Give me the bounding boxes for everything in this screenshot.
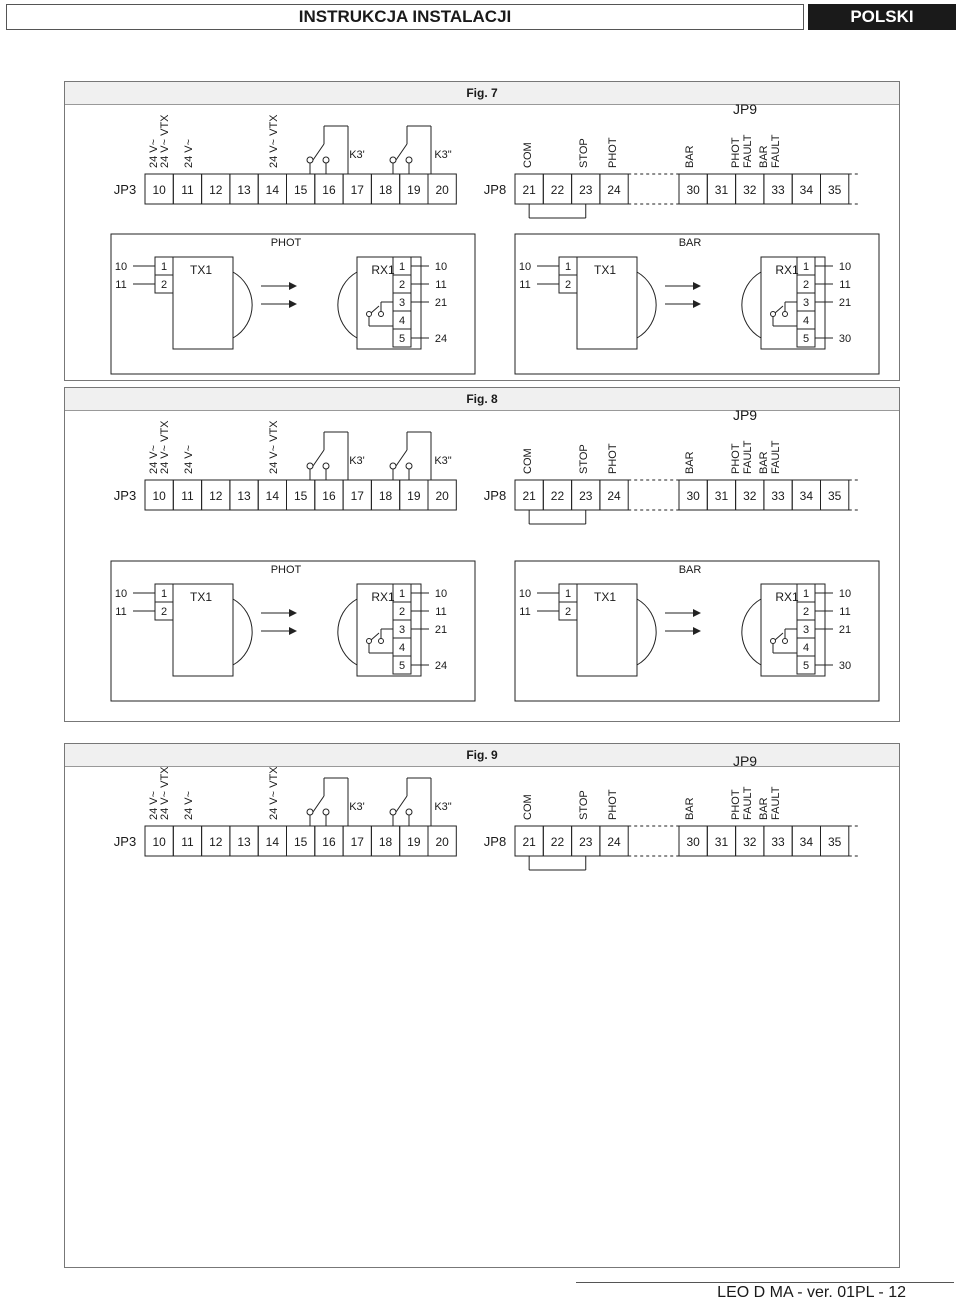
k3b-label: K3" [434, 801, 452, 813]
k3b-contact [390, 809, 396, 815]
jp3-terminal-number: 20 [435, 183, 449, 197]
tx1-label: TX1 [593, 590, 617, 604]
tx-input-terminal: 11 [115, 606, 127, 618]
figure-title: Fig. 7 [65, 82, 899, 105]
label-24v-vtx: 24 V~ VTX [159, 114, 171, 168]
rx-output-terminal: 21 [434, 624, 448, 636]
jp3-terminal-number: 14 [265, 489, 280, 503]
label-24v: 24 V~ [183, 444, 195, 474]
jp9-terminal-number: 34 [799, 835, 814, 849]
rx-pin-number: 1 [398, 588, 406, 600]
tx-pin-number: 1 [564, 588, 572, 600]
jp3-terminal-number: 12 [209, 183, 223, 197]
beam-arrow-head [693, 282, 701, 290]
rx-pin-number: 4 [802, 315, 810, 327]
k3a-contact [307, 463, 313, 469]
rx-output-terminal: 30 [838, 333, 852, 345]
k3b-contact [406, 157, 412, 163]
jp9-label: JP9 [732, 753, 758, 769]
label-24v: 24 V~ [183, 790, 195, 820]
jp8-label: JP8 [483, 182, 507, 197]
k3b-contact [390, 157, 396, 163]
label-bar: BAR [684, 797, 696, 820]
rx-output-terminal: 21 [434, 297, 448, 309]
beam-arrow-head [693, 609, 701, 617]
jp9-terminal-number: 31 [714, 835, 729, 849]
rx-pin-number: 2 [802, 606, 810, 618]
rx-output-terminal: 30 [838, 660, 852, 672]
tx-pin-number: 1 [564, 261, 572, 273]
jp9-terminal-number: 33 [771, 489, 785, 503]
rx1-label: RX1 [371, 590, 395, 604]
jp9-terminal-number: 32 [743, 835, 757, 849]
rx-output-terminal: 11 [435, 279, 447, 291]
jp3-terminal-number: 14 [265, 835, 280, 849]
k3b-blade [396, 450, 407, 466]
jp9-terminal-number: 32 [743, 489, 757, 503]
label-bar: BAR [684, 145, 696, 168]
jp9-label: JP9 [732, 407, 758, 423]
jp9-terminal-number: 31 [714, 183, 729, 197]
label-24v-vtx: 24 V~ VTX [268, 114, 280, 168]
rx-pin-number: 1 [398, 261, 406, 273]
label-stop: STOP [578, 138, 590, 168]
rx-pin-number: 5 [802, 660, 810, 672]
label-bar-fault: FAULT [770, 786, 782, 820]
rx-pin-number: 3 [398, 297, 406, 309]
rx-pin-number: 2 [802, 279, 810, 291]
jp9-terminal-number: 35 [827, 489, 842, 503]
k3a-blade [313, 144, 324, 160]
rx-output-terminal: 21 [838, 297, 852, 309]
jp3-label: JP3 [113, 834, 137, 849]
jp9-terminal-number: 33 [771, 835, 785, 849]
beam-arrow-head [693, 300, 701, 308]
jp3-terminal-number: 15 [293, 835, 308, 849]
rx-contact [783, 312, 788, 317]
panel-title: BAR [678, 237, 702, 249]
rx-output-terminal: 10 [434, 261, 448, 273]
tx1-lens [233, 272, 252, 338]
jp3-terminal-number: 17 [350, 489, 364, 503]
rx-output-terminal: 10 [434, 588, 448, 600]
label-phot-fault: FAULT [742, 786, 754, 820]
rx-pin-number: 5 [802, 333, 810, 345]
label-24v-vtx: 24 V~ VTX [159, 766, 171, 820]
jp3-terminal-number: 19 [407, 835, 421, 849]
jp3-terminal-number: 16 [322, 489, 336, 503]
k3a-contact [323, 157, 329, 163]
tx-pin-number: 2 [564, 606, 572, 618]
figure-9-diagram [65, 744, 901, 1269]
jp8-terminal-number: 23 [579, 489, 593, 503]
k3a-blade [313, 450, 324, 466]
jp3-terminal-number: 16 [322, 835, 336, 849]
rx-contact [379, 312, 384, 317]
rx-output-terminal: 10 [838, 261, 852, 273]
label-stop: STOP [578, 444, 590, 474]
jp3-terminal-number: 18 [378, 183, 393, 197]
rx-contact [379, 639, 384, 644]
label-phot-fault: FAULT [742, 440, 754, 474]
rx-pin-number: 2 [398, 279, 406, 291]
rx1-label: RX1 [775, 590, 799, 604]
panel-title: BAR [678, 564, 702, 576]
jp9-terminal-number: 30 [686, 835, 700, 849]
rx1-lens [742, 272, 761, 338]
label-bar-fault: BAR [758, 797, 770, 820]
tx-input-terminal: 10 [114, 261, 128, 273]
jp3-terminal-number: 15 [293, 183, 308, 197]
label-phot-fault: FAULT [742, 134, 754, 168]
jp3-terminal-number: 11 [181, 489, 194, 503]
rx-pin-number: 5 [398, 333, 406, 345]
k3a-label: K3' [349, 801, 365, 813]
jp9-label: JP9 [732, 101, 758, 117]
tx-pin-number: 2 [564, 279, 572, 291]
jp3-label: JP3 [113, 488, 137, 503]
tx1-lens [637, 599, 656, 665]
beam-arrow-head [289, 609, 297, 617]
rx-contact [783, 639, 788, 644]
jp8-terminal-number: 24 [607, 835, 621, 849]
rx-pin-number: 4 [398, 315, 406, 327]
rx-contact [771, 312, 776, 317]
tx1-lens [233, 599, 252, 665]
jp8-terminal-number: 23 [579, 835, 593, 849]
k3a-contact [307, 809, 313, 815]
jp8-terminal-number: 22 [550, 489, 565, 503]
label-phot-fault: PHOT [730, 789, 742, 820]
language-badge: POLSKI [808, 4, 956, 30]
jp9-terminal-number: 31 [714, 489, 729, 503]
jp3-terminal-number: 17 [350, 835, 364, 849]
jp3-terminal-number: 10 [152, 835, 166, 849]
figure-8 [64, 387, 900, 722]
panel-title: PHOT [270, 564, 302, 576]
label-24v: 24 V~ [148, 138, 160, 168]
rx1-lens [338, 599, 357, 665]
rx-pin-number: 2 [398, 606, 406, 618]
jp3-label: JP3 [113, 182, 137, 197]
rx-pin-number: 4 [802, 642, 810, 654]
label-phot-fault: PHOT [730, 137, 742, 168]
jp9-terminal-number: 32 [743, 183, 757, 197]
jp3-terminal-number: 13 [237, 489, 251, 503]
jp8-terminal-number: 21 [522, 835, 536, 849]
jp3-terminal-number: 17 [350, 183, 364, 197]
tx-pin-number: 1 [160, 261, 168, 273]
jp3-terminal-number: 10 [152, 183, 166, 197]
rx-output-terminal: 10 [838, 588, 852, 600]
k3b-contact [390, 463, 396, 469]
label-bar-fault: FAULT [770, 440, 782, 474]
jp9-terminal-number: 33 [771, 183, 785, 197]
jp8-terminal-number: 22 [550, 835, 565, 849]
k3b-blade [396, 144, 407, 160]
k3a-label: K3' [349, 455, 365, 467]
jp8-label: JP8 [483, 834, 507, 849]
panel-title: PHOT [270, 237, 302, 249]
rx-pin-number: 4 [398, 642, 406, 654]
rx-output-terminal: 24 [434, 660, 448, 672]
rx-pin-number: 3 [802, 624, 810, 636]
rx1-label: RX1 [371, 263, 395, 277]
jp3-terminal-number: 18 [378, 835, 393, 849]
label-24v-vtx: 24 V~ VTX [159, 420, 171, 474]
jp8-terminal-number: 21 [522, 183, 536, 197]
rx-output-terminal: 24 [434, 333, 448, 345]
k3b-blade [396, 796, 407, 812]
figure-8-diagram [65, 388, 901, 723]
jp3-terminal-number: 13 [237, 183, 251, 197]
label-bar-fault: BAR [758, 145, 770, 168]
jp3-terminal-number: 12 [209, 835, 223, 849]
tx1-label: TX1 [189, 263, 213, 277]
rx-output-terminal: 11 [839, 606, 851, 618]
beam-arrow-head [693, 627, 701, 635]
jp9-terminal-number: 30 [686, 489, 700, 503]
k3a-contact [323, 809, 329, 815]
beam-arrow-head [289, 282, 297, 290]
jp9-terminal-number: 35 [827, 835, 842, 849]
jp9-terminal-number: 34 [799, 489, 814, 503]
figure-title: Fig. 8 [65, 388, 899, 411]
jp8-terminal-number: 24 [607, 183, 621, 197]
label-stop: STOP [578, 790, 590, 820]
label-24v-vtx: 24 V~ VTX [268, 766, 280, 820]
k3b-contact [406, 463, 412, 469]
k3a-blade [313, 796, 324, 812]
jp8-terminal-number: 21 [522, 489, 536, 503]
tx1-label: TX1 [593, 263, 617, 277]
tx-pin-number: 2 [160, 279, 168, 291]
figure-7 [64, 81, 900, 381]
rx-output-terminal: 21 [838, 624, 852, 636]
label-bar-fault: FAULT [770, 134, 782, 168]
jp3-terminal-number: 20 [435, 489, 449, 503]
label-phot: PHOT [607, 789, 619, 820]
rx-contact-blade [775, 306, 783, 313]
label-24v: 24 V~ [148, 444, 160, 474]
beam-arrow-head [289, 300, 297, 308]
label-phot-fault: PHOT [730, 443, 742, 474]
label-com: COM [522, 448, 534, 474]
rx-pin-number: 1 [802, 261, 810, 273]
jp3-terminal-number: 18 [378, 489, 393, 503]
label-phot: PHOT [607, 137, 619, 168]
jp3-terminal-number: 20 [435, 835, 449, 849]
tx1-label: TX1 [189, 590, 213, 604]
k3b-contact [406, 809, 412, 815]
footer-version: LEO D MA - ver. 01PL - 12 [717, 1284, 906, 1301]
label-24v: 24 V~ [148, 790, 160, 820]
k3a-label: K3' [349, 149, 365, 161]
tx-input-terminal: 10 [114, 588, 128, 600]
tx-input-terminal: 11 [115, 279, 127, 291]
tx-input-terminal: 10 [518, 261, 532, 273]
rx-pin-number: 3 [802, 297, 810, 309]
jp3-terminal-number: 15 [293, 489, 308, 503]
jp3-terminal-number: 12 [209, 489, 223, 503]
tx-pin-number: 2 [160, 606, 168, 618]
jp8-terminal-number: 23 [579, 183, 593, 197]
jp9-terminal-number: 30 [686, 183, 700, 197]
label-24v: 24 V~ [183, 138, 195, 168]
jp3-terminal-number: 19 [407, 183, 421, 197]
footer-rule [576, 1282, 954, 1283]
k3b-label: K3" [434, 455, 452, 467]
jp3-terminal-number: 10 [152, 489, 166, 503]
tx-input-terminal: 10 [518, 588, 532, 600]
figure-7-diagram [65, 82, 901, 382]
label-com: COM [522, 794, 534, 820]
rx1-lens [338, 272, 357, 338]
figure-title: Fig. 9 [65, 744, 899, 767]
rx-pin-number: 1 [802, 588, 810, 600]
rx-contact [367, 639, 372, 644]
jp3-terminal-number: 14 [265, 183, 280, 197]
tx-pin-number: 1 [160, 588, 168, 600]
jp3-terminal-number: 13 [237, 835, 251, 849]
rx-pin-number: 3 [398, 624, 406, 636]
k3a-contact [307, 157, 313, 163]
label-phot: PHOT [607, 443, 619, 474]
jp3-terminal-number: 11 [181, 835, 194, 849]
beam-arrow-head [289, 627, 297, 635]
rx-contact-blade [371, 633, 379, 640]
k3b-label: K3" [434, 149, 452, 161]
tx-input-terminal: 11 [519, 279, 531, 291]
figure-9 [64, 743, 900, 1268]
jp9-terminal-number: 34 [799, 183, 814, 197]
rx1-lens [742, 599, 761, 665]
rx-output-terminal: 11 [839, 279, 851, 291]
k3a-contact [323, 463, 329, 469]
page-header-title: INSTRUKCJA INSTALACJI [6, 4, 804, 30]
tx1-lens [637, 272, 656, 338]
tx-input-terminal: 11 [519, 606, 531, 618]
rx-contact-blade [775, 633, 783, 640]
rx-contact-blade [371, 306, 379, 313]
jp9-terminal-number: 35 [827, 183, 842, 197]
label-bar-fault: BAR [758, 451, 770, 474]
jp8-label: JP8 [483, 488, 507, 503]
rx-contact [367, 312, 372, 317]
rx1-label: RX1 [775, 263, 799, 277]
jp3-terminal-number: 11 [181, 183, 194, 197]
label-bar: BAR [684, 451, 696, 474]
jp8-terminal-number: 24 [607, 489, 621, 503]
label-24v-vtx: 24 V~ VTX [268, 420, 280, 474]
rx-output-terminal: 11 [435, 606, 447, 618]
label-com: COM [522, 142, 534, 168]
rx-pin-number: 5 [398, 660, 406, 672]
rx-contact [771, 639, 776, 644]
jp3-terminal-number: 16 [322, 183, 336, 197]
jp3-terminal-number: 19 [407, 489, 421, 503]
jp8-terminal-number: 22 [550, 183, 565, 197]
